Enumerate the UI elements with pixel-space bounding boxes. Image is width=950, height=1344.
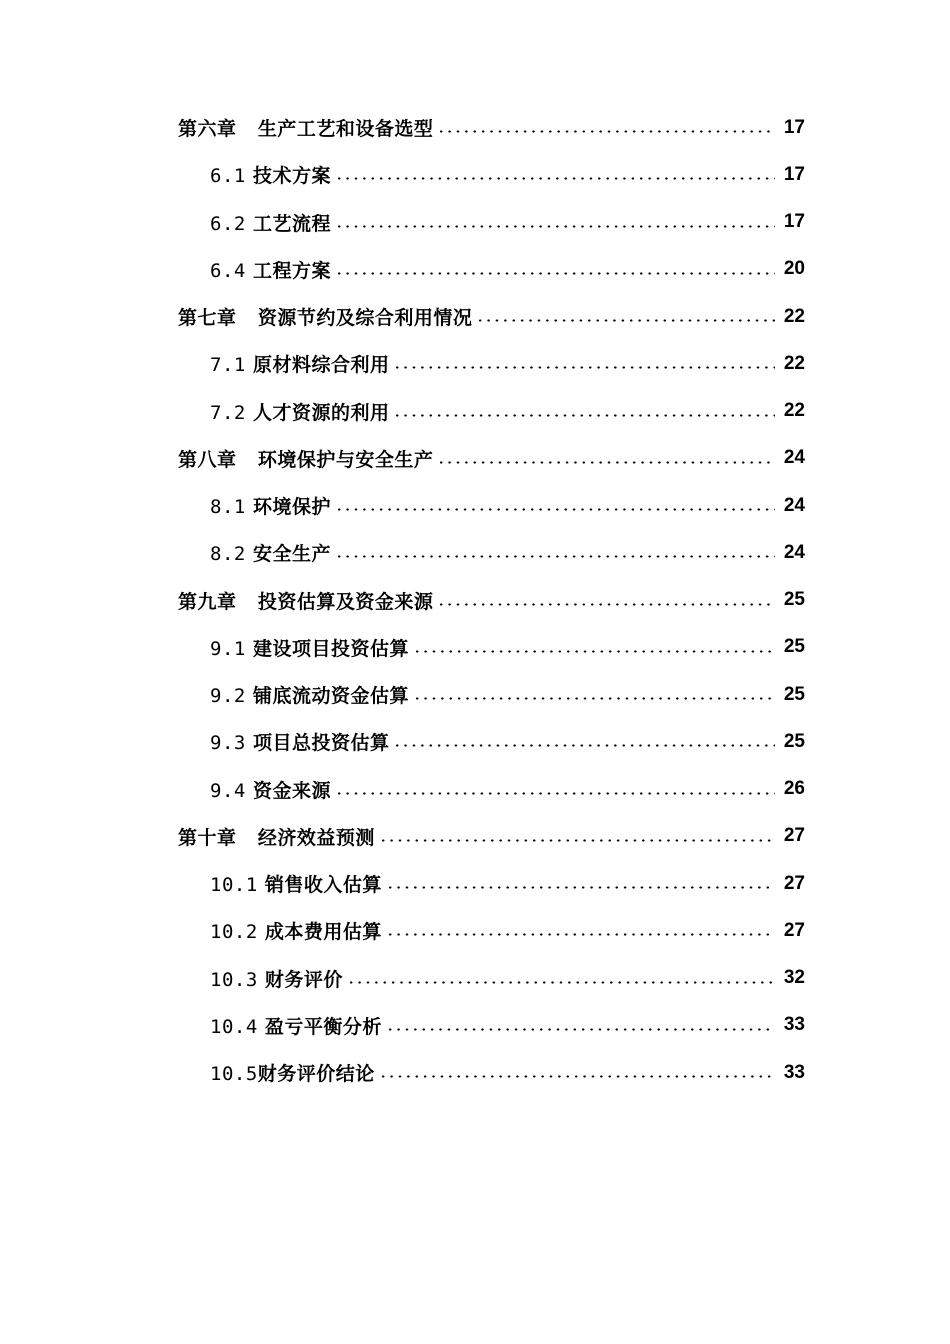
toc-entry-title <box>178 823 375 850</box>
toc-entry-gap <box>246 732 253 754</box>
toc-entry-gap <box>246 496 253 518</box>
toc-entry-number: 7.1 <box>210 354 246 377</box>
toc-page-number: 33 <box>783 1014 805 1036</box>
toc-entry-text: 环境保护与安全生产 <box>257 448 434 471</box>
toc-entry-title <box>178 303 472 330</box>
toc-entry-title <box>178 587 433 614</box>
toc-entry-gap <box>237 449 258 471</box>
toc-entry-title <box>210 209 331 236</box>
dot-leader <box>413 697 775 700</box>
toc-entry-text: 建设项目投资估算 <box>252 637 409 660</box>
toc-entry-gap <box>246 402 253 424</box>
toc-entry-title <box>210 965 343 992</box>
toc-entry-number: 第八章 <box>178 448 237 471</box>
toc-entry-number: 第九章 <box>178 590 237 613</box>
toc-entry-number: 9.4 <box>210 779 246 802</box>
toc-page-number: 20 <box>783 258 805 280</box>
dot-leader <box>379 1075 775 1078</box>
toc-entry-title <box>210 681 409 708</box>
toc-entry-number: 6.4 <box>210 259 246 282</box>
toc-section-entry[interactable] <box>0 199 950 246</box>
toc-section-entry[interactable] <box>0 766 950 813</box>
toc-entry-title <box>210 161 331 188</box>
toc-entry-title <box>210 350 389 377</box>
toc-entry-number: 第十章 <box>178 826 237 849</box>
dot-leader <box>437 603 775 606</box>
toc-entry-number: 6.2 <box>210 212 246 235</box>
toc-entry-gap <box>246 685 253 707</box>
toc-entry-text: 安全生产 <box>252 543 331 566</box>
toc-section-entry[interactable] <box>0 860 950 907</box>
toc-section-entry[interactable] <box>0 718 950 765</box>
toc-entry-title <box>210 776 331 803</box>
toc-section-entry[interactable] <box>0 482 950 529</box>
toc-section-entry[interactable] <box>0 624 950 671</box>
toc-entry-gap <box>246 213 253 235</box>
toc-page-number: 25 <box>783 636 805 658</box>
toc-entry-number: 第六章 <box>178 118 237 141</box>
toc-entry-number: 9.1 <box>210 637 246 660</box>
toc-entry-gap <box>258 1016 265 1038</box>
toc-page-number: 25 <box>783 589 805 611</box>
toc-entry-gap <box>258 969 265 991</box>
toc-entry-text: 原材料综合利用 <box>252 354 390 377</box>
toc-page-number: 27 <box>783 872 805 894</box>
toc-page-number: 24 <box>783 494 805 516</box>
toc-section-entry[interactable] <box>0 529 950 576</box>
toc-entry-gap <box>237 118 258 140</box>
toc-entry-text: 技术方案 <box>252 165 331 188</box>
toc-entry-gap <box>237 591 258 613</box>
toc-page-number: 25 <box>783 730 805 752</box>
toc-chapter-entry[interactable] <box>0 293 950 340</box>
toc-section-entry[interactable] <box>0 671 950 718</box>
toc-entry-gap <box>237 307 258 329</box>
toc-entry-text: 投资估算及资金来源 <box>257 590 434 613</box>
toc-entry-text: 资源节约及综合利用情况 <box>257 307 473 330</box>
toc-entry-text: 铺底流动资金估算 <box>252 685 409 708</box>
toc-entry-number: 7.2 <box>210 401 246 424</box>
toc-chapter-entry[interactable] <box>0 435 950 482</box>
dot-leader <box>413 650 775 653</box>
toc-page-number: 17 <box>783 163 805 185</box>
toc-section-entry[interactable] <box>0 388 950 435</box>
toc-page-number: 22 <box>783 305 805 327</box>
dot-leader <box>476 319 775 322</box>
toc-page-number: 25 <box>783 683 805 705</box>
toc-entry-title <box>178 445 433 472</box>
dot-leader <box>393 414 775 417</box>
toc-entry-text: 经济效益预测 <box>257 826 375 849</box>
toc-entry-number: 9.3 <box>210 732 246 755</box>
toc-entry-text: 盈亏平衡分析 <box>264 1015 382 1038</box>
dot-leader <box>335 508 775 511</box>
toc-page-number: 17 <box>783 116 805 138</box>
toc-entry-gap <box>246 165 253 187</box>
dot-leader <box>335 225 775 228</box>
toc-section-entry[interactable] <box>0 1049 950 1096</box>
toc-entry-text: 工艺流程 <box>252 212 331 235</box>
toc-entry-gap <box>237 827 258 849</box>
toc-page-number: 24 <box>783 447 805 469</box>
toc-entry-gap <box>246 780 253 802</box>
toc-section-entry[interactable] <box>0 955 950 1002</box>
dot-leader <box>437 130 775 133</box>
toc-entry-gap <box>246 638 253 660</box>
toc-entry-title <box>210 870 382 897</box>
dot-leader <box>386 886 775 889</box>
toc-page-number: 22 <box>783 352 805 374</box>
toc-page-number: 24 <box>783 541 805 563</box>
toc-section-entry[interactable] <box>0 907 950 954</box>
toc-entry-text: 资金来源 <box>252 779 331 802</box>
toc-entry-text: 财务评价 <box>264 968 343 991</box>
toc-entry-title <box>210 398 389 425</box>
toc-entry-title <box>210 1059 375 1086</box>
dot-leader <box>386 933 775 936</box>
toc-chapter-entry[interactable] <box>0 104 950 151</box>
toc-entry-number: 8.2 <box>210 543 246 566</box>
toc-entry-number: 8.1 <box>210 496 246 519</box>
toc-entry-number: 10.5 <box>210 1063 258 1086</box>
toc-entry-text: 项目总投资估算 <box>252 732 390 755</box>
toc-entry-number: 6.1 <box>210 165 246 188</box>
toc-entry-gap <box>246 260 253 282</box>
toc-entry-gap <box>246 543 253 565</box>
toc-section-entry[interactable] <box>0 1002 950 1049</box>
toc-entry-gap <box>258 921 265 943</box>
toc-entry-number: 10.4 <box>210 1015 258 1038</box>
toc-page-number: 17 <box>783 211 805 233</box>
dot-leader <box>335 792 775 795</box>
toc-section-entry[interactable] <box>0 340 950 387</box>
dot-leader <box>335 555 775 558</box>
toc-entry-text: 成本费用估算 <box>264 921 382 944</box>
dot-leader <box>437 461 775 464</box>
dot-leader <box>379 839 775 842</box>
table-of-contents <box>0 104 950 1096</box>
toc-entry-number: 10.2 <box>210 921 258 944</box>
toc-entry-title <box>210 1012 382 1039</box>
dot-leader <box>393 744 775 747</box>
toc-entry-gap <box>246 354 253 376</box>
dot-leader <box>335 177 775 180</box>
toc-entry-title <box>210 256 331 283</box>
dot-leader <box>335 272 775 275</box>
toc-entry-title <box>210 634 409 661</box>
toc-chapter-entry[interactable] <box>0 577 950 624</box>
toc-entry-text: 环境保护 <box>252 496 331 519</box>
toc-entry-title <box>210 492 331 519</box>
toc-page-number: 33 <box>783 1061 805 1083</box>
toc-entry-title <box>210 728 389 755</box>
toc-section-entry[interactable] <box>0 246 950 293</box>
toc-entry-text: 工程方案 <box>252 259 331 282</box>
toc-page-number: 27 <box>783 825 805 847</box>
toc-entry-number: 9.2 <box>210 685 246 708</box>
toc-page-number: 27 <box>783 919 805 941</box>
toc-page-number: 26 <box>783 778 805 800</box>
toc-entry-title <box>178 114 433 141</box>
toc-page-number: 22 <box>783 400 805 422</box>
dot-leader <box>393 366 775 369</box>
toc-chapter-entry[interactable] <box>0 813 950 860</box>
toc-section-entry[interactable] <box>0 151 950 198</box>
toc-entry-number: 10.3 <box>210 968 258 991</box>
dot-leader <box>347 981 775 984</box>
toc-entry-number: 第七章 <box>178 307 237 330</box>
toc-entry-number: 10.1 <box>210 874 258 897</box>
toc-entry-text: 人才资源的利用 <box>252 401 390 424</box>
toc-entry-text: 财务评价结论 <box>257 1063 375 1086</box>
toc-entry-title <box>210 917 382 944</box>
toc-entry-title <box>210 539 331 566</box>
toc-entry-text: 销售收入估算 <box>264 874 382 897</box>
toc-entry-text: 生产工艺和设备选型 <box>257 118 434 141</box>
dot-leader <box>386 1028 775 1031</box>
toc-page-number: 32 <box>783 967 805 989</box>
toc-entry-gap <box>258 874 265 896</box>
